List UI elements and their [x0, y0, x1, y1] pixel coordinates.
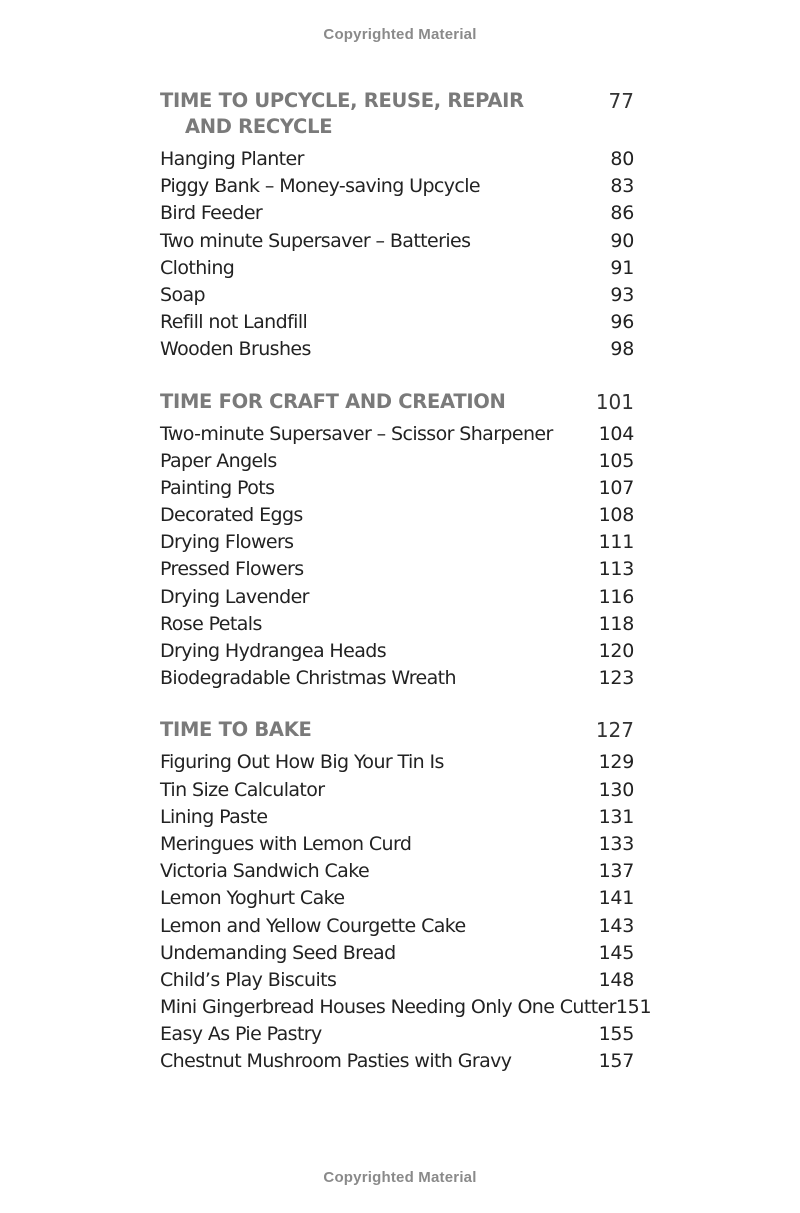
entry-page-number: 108	[598, 504, 634, 527]
toc-entry[interactable]	[160, 336, 634, 363]
entry-title: Bird Feeder	[160, 202, 263, 225]
entry-title: Decorated Eggs	[160, 504, 303, 527]
entry-page-number: 143	[598, 914, 634, 937]
toc-section-craft	[160, 389, 634, 693]
toc-entry[interactable]	[160, 282, 634, 309]
entry-page-number: 90	[610, 229, 634, 252]
entry-page-number: 91	[610, 256, 634, 279]
section-title: TIME TO BAKE	[160, 718, 312, 742]
entry-page-number: 83	[610, 175, 634, 198]
toc-entry[interactable]	[160, 584, 634, 611]
entry-title: Pressed Flowers	[160, 558, 304, 581]
entry-title: Soap	[160, 283, 205, 306]
toc-entry[interactable]	[160, 421, 634, 448]
section-page-number: 127	[595, 718, 634, 743]
entry-page-number: 105	[598, 449, 634, 472]
toc-entry[interactable]	[160, 200, 634, 227]
entry-title: Painting Pots	[160, 476, 275, 499]
entry-title: Two minute Supersaver – Batteries	[160, 229, 471, 252]
toc-entry[interactable]	[160, 749, 634, 776]
toc-section-upcycle	[160, 88, 634, 364]
toc-entry[interactable]	[160, 967, 634, 994]
toc-entry[interactable]	[160, 777, 634, 804]
toc-entry[interactable]	[160, 228, 634, 255]
entry-title: Undemanding Seed Bread	[160, 941, 396, 964]
toc-entry[interactable]	[160, 556, 634, 583]
entry-page-number: 129	[598, 751, 634, 774]
section-title-line: TIME TO UPCYCLE, REUSE, REPAIR	[160, 89, 524, 112]
entry-title: Wooden Brushes	[160, 338, 311, 361]
entry-title: Piggy Bank – Money-saving Upcycle	[160, 175, 481, 198]
entry-title: Refill not Landfill	[160, 311, 308, 334]
entry-title: Hanging Planter	[160, 148, 304, 170]
entry-title: Child’s Play Biscuits	[160, 968, 337, 991]
toc-entry[interactable]	[160, 502, 634, 529]
toc-entry[interactable]	[160, 638, 634, 665]
entry-page-number: 155	[598, 1023, 634, 1046]
toc-entry[interactable]	[160, 804, 634, 831]
entry-page-number: 113	[598, 558, 634, 581]
entry-title: Clothing	[160, 256, 235, 279]
copyright-watermark-top: Copyrighted Material	[323, 26, 477, 43]
toc-entry[interactable]	[160, 994, 652, 1021]
entry-page-number: 141	[598, 887, 634, 910]
entry-page-number: 107	[598, 476, 634, 499]
entry-page-number: 118	[598, 612, 634, 635]
entry-page-number: 120	[598, 640, 634, 662]
entry-page-number: 151	[615, 996, 652, 1019]
entry-title: Drying Flowers	[160, 531, 294, 554]
section-heading[interactable]	[160, 88, 634, 140]
entry-title: Rose Petals	[160, 612, 262, 635]
toc-entry[interactable]	[160, 831, 634, 858]
toc-entry[interactable]	[160, 173, 634, 200]
entry-title: Lining Paste	[160, 805, 268, 828]
entry-title: Lemon Yoghurt Cake	[160, 887, 345, 910]
entry-page-number: 130	[598, 778, 634, 801]
section-heading[interactable]	[160, 717, 634, 743]
entry-title: Biodegradable Christmas Wreath	[160, 667, 456, 690]
table-of-contents	[160, 88, 652, 1101]
entry-page-number: 137	[598, 860, 634, 883]
entry-title: Two-minute Supersaver – Scissor Sharpener	[160, 422, 553, 445]
copyright-watermark-bottom: Copyrighted Material	[323, 1169, 477, 1186]
toc-entry[interactable]	[160, 913, 634, 940]
toc-entry[interactable]	[160, 255, 634, 282]
toc-section-bake	[160, 717, 652, 1075]
section-page-number: 101	[595, 389, 634, 414]
section-title	[160, 88, 524, 140]
entry-title: Meringues with Lemon Curd	[160, 832, 412, 855]
entry-title: Drying Hydrangea Heads	[160, 640, 387, 662]
entry-page-number: 86	[610, 202, 634, 225]
entry-page-number: 123	[598, 667, 634, 690]
entry-page-number: 80	[610, 148, 634, 170]
entry-page-number: 111	[598, 531, 634, 554]
toc-entry[interactable]	[160, 475, 634, 502]
toc-entry[interactable]	[160, 146, 634, 173]
entry-page-number: 131	[598, 805, 634, 828]
entry-title: Mini Gingerbread Houses Needing Only One Cutter	[160, 996, 616, 1019]
section-title-line: AND RECYCLE	[185, 115, 333, 138]
toc-entry[interactable]	[160, 665, 634, 692]
toc-entry[interactable]	[160, 1048, 634, 1075]
toc-entry[interactable]	[160, 1021, 634, 1048]
toc-entry[interactable]	[160, 529, 634, 556]
toc-entry[interactable]	[160, 448, 634, 475]
entry-title: Lemon and Yellow Courgette Cake	[160, 914, 466, 937]
entry-title: Chestnut Mushroom Pasties with Gravy	[160, 1050, 512, 1073]
entry-page-number: 148	[598, 968, 634, 991]
toc-entry[interactable]	[160, 940, 634, 967]
entry-page-number: 98	[610, 338, 634, 361]
entry-page-number: 133	[598, 832, 634, 855]
entry-page-number: 93	[610, 283, 634, 306]
section-title: TIME FOR CRAFT AND CREATION	[160, 389, 506, 413]
toc-entry[interactable]	[160, 858, 634, 885]
entry-page-number: 96	[610, 311, 634, 334]
entry-title: Paper Angels	[160, 449, 277, 472]
entry-title: Figuring Out How Big Your Tin Is	[160, 751, 444, 774]
entry-title: Easy As Pie Pastry	[160, 1023, 322, 1046]
toc-entry[interactable]	[160, 309, 634, 336]
section-page-number: 77	[608, 89, 634, 113]
entry-page-number: 157	[598, 1050, 634, 1073]
entry-title: Victoria Sandwich Cake	[160, 860, 370, 883]
entry-page-number: 104	[598, 422, 634, 445]
entry-page-number: 116	[598, 585, 634, 608]
entry-title: Tin Size Calculator	[160, 778, 325, 801]
section-heading[interactable]	[160, 389, 634, 415]
entry-title: Drying Lavender	[160, 585, 309, 608]
toc-entry[interactable]	[160, 611, 634, 638]
entry-page-number: 145	[598, 941, 634, 964]
toc-entry[interactable]	[160, 885, 634, 912]
